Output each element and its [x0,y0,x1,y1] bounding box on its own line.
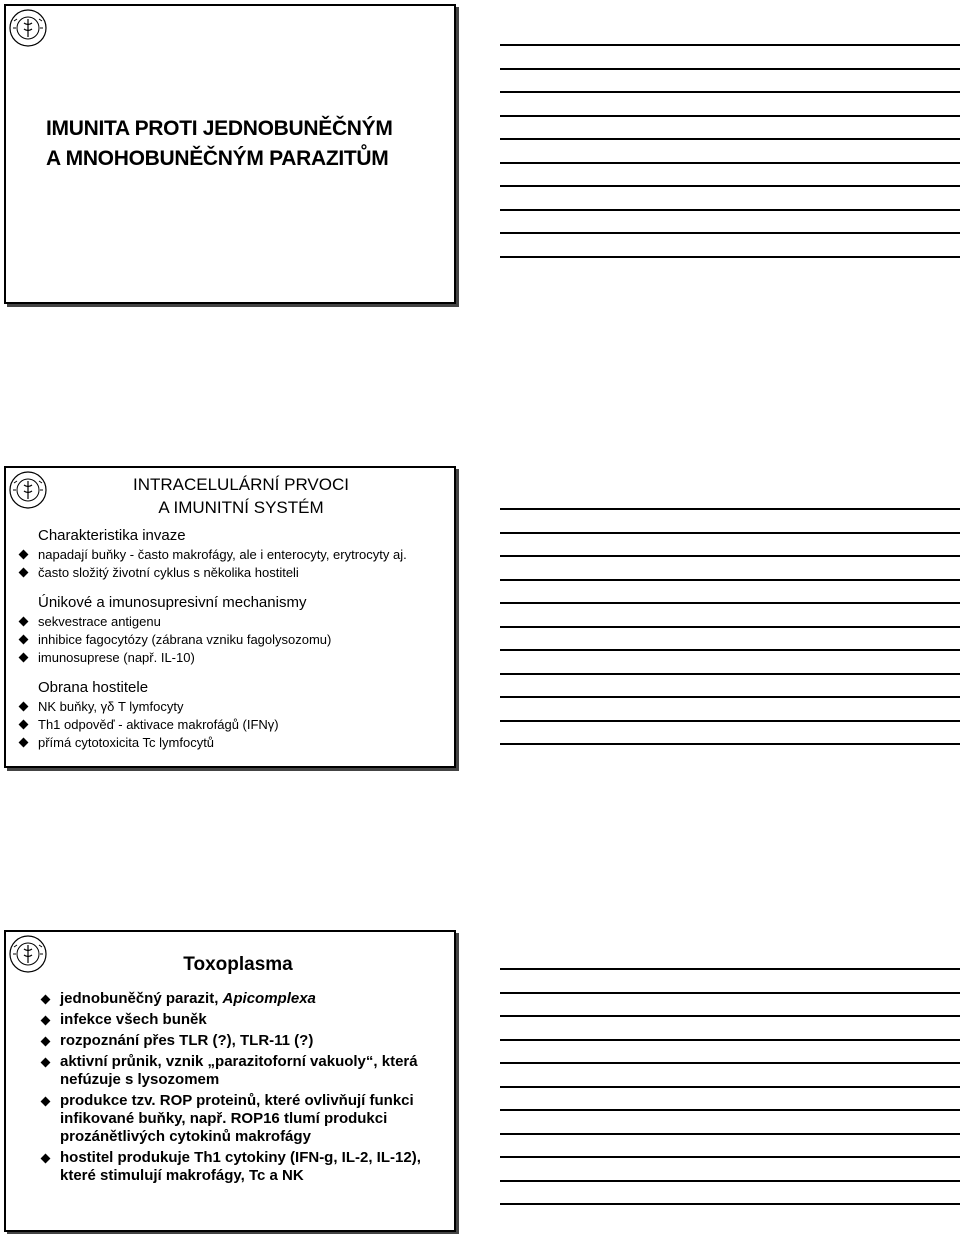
list-item-text: rozpoznání přes TLR (?), TLR-11 (?) [60,1032,314,1049]
diamond-bullet-icon [41,1058,51,1068]
slide-2 [4,466,456,768]
diamond-bullet-icon [41,1097,51,1107]
list-item-text: Th1 odpověď - aktivace makrofágů (IFNγ) [38,717,279,732]
title-line: A MNOHOBUNĚČNÝM PARAZITŮM [46,147,389,170]
note-line [500,602,960,604]
note-line [500,555,960,557]
list-item-text: produkce tzv. ROP proteinů, které ovlivňují funkci infikované buňky, např. ROP16 tlumí produkci prozánětlivých cytokinů makrofágy [60,1092,414,1145]
list-item-text: infekce všech buněk [60,1011,207,1028]
section-heading: Obrana hostitele [38,679,149,696]
diamond-bullet-icon [19,702,29,712]
note-line [500,1109,960,1111]
list-item [18,564,448,582]
note-line [500,1086,960,1088]
notes-lines-2 [500,508,960,767]
slide-1-title [46,114,446,174]
note-line [500,1180,960,1182]
title-line: IMUNITA PROTI JEDNOBUNĚČNÝM [46,117,393,140]
list-item [18,649,448,667]
list-item [40,1149,432,1185]
note-line [500,1133,960,1135]
note-line [500,209,960,211]
diamond-bullet-icon [41,995,51,1005]
diamond-bullet-icon [41,1154,51,1164]
slide-3-title: Toxoplasma [183,954,293,975]
list-item-text: NK buňky, γδ T lymfocyty [38,699,184,714]
note-line [500,44,960,46]
note-line [500,743,960,745]
diamond-bullet-icon [19,738,29,748]
notes-lines-3 [500,968,960,1227]
list-item-text: inhibice fagocytózy (zábrana vzniku fagolysozomu) [38,632,332,647]
university-logo-icon [8,470,48,510]
diamond-bullet-icon [19,720,29,730]
title-line: A IMUNITNÍ SYSTÉM [158,498,324,517]
note-line [500,256,960,258]
note-line [500,720,960,722]
list-item [40,990,432,1008]
section-heading: Charakteristika invaze [38,527,186,544]
list-item [18,716,448,734]
list-item-text: přímá cytotoxicita Tc lymfocytů [38,735,215,750]
note-line [500,1156,960,1158]
diamond-bullet-icon [41,1037,51,1047]
slide-2-body [18,526,448,752]
list-item [18,613,448,631]
note-line [500,1039,960,1041]
notes-lines-1 [500,44,960,279]
note-line [500,1062,960,1064]
list-item-text: často složitý životní cyklus s několika hostiteli [38,565,299,580]
diamond-bullet-icon [41,1016,51,1026]
list-item-text: napadají buňky - často makrofágy, ale i enterocyty, erytrocyty aj. [38,547,407,562]
list-item-text: jednobuněčný parazit, [60,990,223,1007]
list-item-italic-text: Apicomplexa [222,990,316,1007]
note-line [500,1015,960,1017]
note-line [500,162,960,164]
slide-2-title [106,473,376,519]
list-item [40,1032,432,1050]
list-item-text: aktivní průnik, vznik „parazitoforní vakuoly“, která nefúzuje s lysozomem [60,1053,418,1088]
list-item [18,546,448,564]
list-item-text: hostitel produkuje Th1 cytokiny (IFN-g, IL-2, IL-12), které stimulují makrofágy, Tc a NK [60,1149,421,1184]
list-item-text: sekvestrace antigenu [38,614,161,629]
slide-1 [4,4,456,304]
note-line [500,138,960,140]
list-item [18,631,448,649]
slide-3-body [40,990,432,1188]
list-item [18,698,448,716]
note-line [500,992,960,994]
note-line [500,968,960,970]
diamond-bullet-icon [19,617,29,627]
list-item [40,1053,432,1089]
list-item [18,734,448,752]
note-line [500,579,960,581]
note-line [500,696,960,698]
university-logo-icon [8,934,48,974]
list-item [40,1011,432,1029]
note-line [500,649,960,651]
diamond-bullet-icon [19,550,29,560]
note-line [500,508,960,510]
section-heading: Únikové a imunosupresivní mechanismy [38,594,307,611]
university-logo-icon [8,8,48,48]
list-item-text: imunosuprese (např. IL-10) [38,650,195,665]
note-line [500,532,960,534]
note-line [500,91,960,93]
list-item [40,1092,432,1146]
note-line [500,115,960,117]
note-line [500,626,960,628]
diamond-bullet-icon [19,568,29,578]
note-line [500,68,960,70]
note-line [500,185,960,187]
diamond-bullet-icon [19,653,29,663]
note-line [500,1203,960,1205]
note-line [500,232,960,234]
diamond-bullet-icon [19,635,29,645]
title-line: INTRACELULÁRNÍ PRVOCI [132,475,349,494]
slide-3 [4,930,456,1232]
note-line [500,673,960,675]
